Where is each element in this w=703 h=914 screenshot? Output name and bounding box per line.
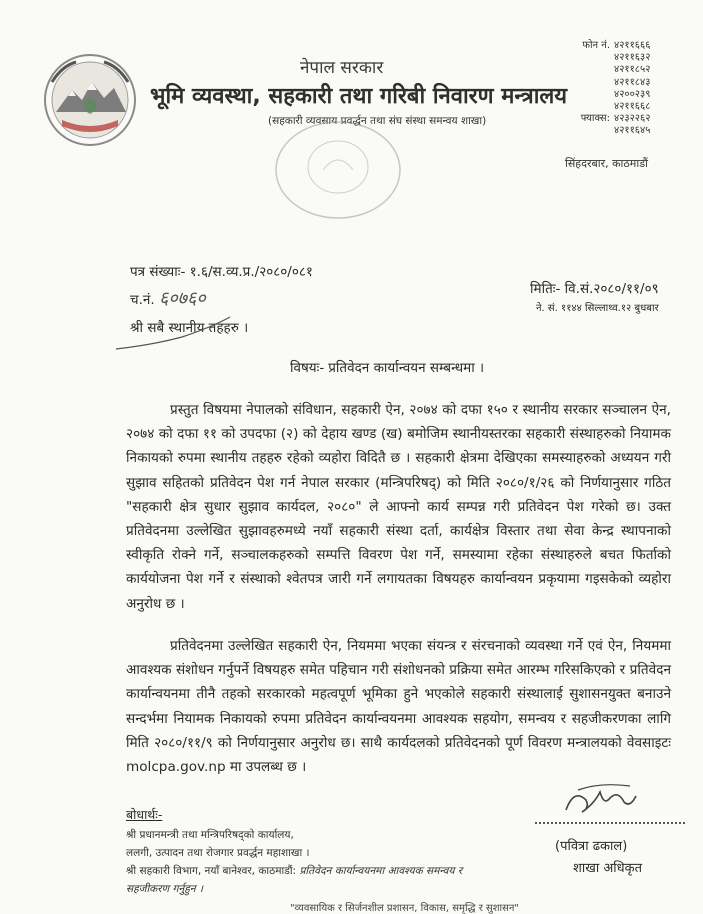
recipient: श्री सबै स्थानीय तहहरु ।: [130, 320, 249, 336]
dispatch-label: च.नं.: [130, 292, 155, 308]
dispatch-number-row: [130, 286, 206, 310]
letter-date: मितिः- वि.सं.२०८०/११/०९: [530, 281, 659, 297]
government-name: नेपाल सरकार: [300, 58, 384, 78]
ministry-name: भूमि व्यवस्था, सहकारी तथा गरिबी निवारण मन्त्रालय: [150, 84, 568, 109]
signature-line: [535, 822, 685, 824]
phone-number: ४२११६६६: [614, 40, 651, 51]
body-paragraph: [126, 398, 671, 616]
signature-icon: [560, 778, 640, 823]
fax-label: फ्याक्स:: [580, 113, 610, 125]
cc-heading: बोधार्थः-: [126, 807, 163, 822]
recipient-mark-icon: [112, 315, 262, 355]
contact-block: [560, 40, 690, 138]
cc-line: सहजीकरण गर्नुहुन ।: [126, 883, 203, 895]
phone-number: ४२११८५२: [614, 64, 651, 76]
subject-line: [290, 358, 484, 376]
fax-number: ४२३२२६२: [614, 113, 651, 125]
paragraph-text: प्रतिवेदनमा उल्लेखित सहकारी ऐन, नियममा भएका संयन्त्र र संरचनाको व्यवस्था गर्ने एवं ऐन, नियममा आवश्यक संशोधन गर्नुपर्ने विषयहरु समेत पहिचान गरी संशोधनको प्रक्रिया समेत आरम्भ गरिसकिएको र प्रतिवेदन कार्यान्वयनमा तीनै तहको सरकारको महत्वपूर्ण भूमिका हुने भएकोले सहकारी संस्थालाई सुशासनयुक्त बनाउने सन्दर्भमा नियामक निकायको रुपमा प्रतिवेदन कार्यान्वयनमा आवश्यक सहयोग, समन्वय र सहजीकरणका लागि मिति २०८०/११/९ को निर्णयानुसार अनुरोध छ। साथै कार्यदलको प्रतिवेदनको पूर्ण विवरण मन्त्रालयको वेवसाइटः molcpa.gov.np मा उपलब्ध छ ।: [126, 638, 671, 776]
cc-line: [126, 864, 462, 878]
fax-number: ४२११६४५: [614, 125, 651, 137]
phone-number: ४२११६६८: [614, 101, 651, 113]
phone-number: ४२००२३९: [614, 88, 651, 100]
cc-task: प्रतिवेदन कार्यान्वयनमा आवश्यक समन्वय र: [299, 865, 463, 877]
footer-slogan: "व्यवसायिक र सिर्जनशील प्रशासन, विकास, समृद्धि र सुशासन": [290, 903, 520, 914]
letter-number: पत्र संख्याः- १.६/स.व्य.प्र./२०८०/०८१: [130, 264, 313, 280]
office-address: सिंहदरबार, काठमाडौं: [565, 157, 648, 170]
body-paragraph: [126, 634, 671, 779]
nepal-emblem-icon: [42, 52, 138, 148]
phone-label: फोन नं.: [582, 40, 610, 51]
cc-line: श्री प्रधानमन्त्री तथा मन्त्रिपरिषद्‌को कार्यालय,: [126, 829, 294, 841]
paragraph-text: प्रस्तुत विषयमा नेपालको संविधान, सहकारी ऐन, २०७४ को दफा १५० र स्थानीय सरकार सञ्चालन ऐन, २०७४ को दफा ११ को उपदफा (२) को देहाय खण्ड (ख) बमोजिम स्थानीयस्तरका सहकारी संस्थाहरुको नियामक निकायको रुपमा स्थानीय तहहरु रहेको व्यहोरा विदितै छ । सहकारी क्षेत्रमा देखिएका समस्याहरुको अध्ययन गरी सुझाव सहितको प्रतिवेदन पेश गर्न नेपाल सरकार (मन्त्रिपरिषद्) को मिति २०८०/१/२६ को निर्णयानुसार गठित "सहकारी क्षेत्र सुधार सुझाव कार्यदल, २०८०" ले आफ्नो कार्य सम्पन्न गरी प्रतिवेदन पेश गरेको छ। उक्त प्रतिवेदनमा उल्लेखित सुझावहरुमध्ये नयाँ सहकारी संस्था दर्ता, कार्यक्षेत्र विस्तार तथा सेवा केन्द्र स्थापनाको स्वीकृति रोक्ने गर्ने, सञ्चालकहरुको सम्पत्ति विवरण पेश गर्ने, समस्यामा रहेका संस्थाहरुले बचत फिर्ताको कार्ययोजना पेश गर्ने र संस्थाको श्वेतपत्र जारी गर्ने लगायतका विषयहरु कार्यान्वयन प्रकृयामा गइसकेको व्यहोरा अनुरोध छ ।: [126, 402, 671, 612]
nepal-sambat-date: ने. सं. ११४४ सिल्लाथ्व.१२ बुधबार: [536, 303, 659, 314]
phone-number: ४२११६३२: [614, 52, 651, 64]
dispatch-number: ६०७६०: [158, 288, 206, 309]
phone-number: ४२११८४३: [614, 76, 651, 88]
cc-line: ललगी, उत्पादन तथा रोजगार प्रवर्द्धन महाशाखा ।: [126, 847, 310, 859]
subject-label: विषयः-: [290, 360, 325, 376]
cc-recipient: श्री सहकारी विभाग, नयाँ बानेश्वर, काठमाडौं:: [126, 865, 297, 877]
subject-text: प्रतिवेदन कार्यान्वयन सम्बन्धमा ।: [328, 360, 485, 376]
signatory-title: शाखा अधिकृत: [573, 861, 643, 876]
signatory-name: (पवित्रा ढकाल): [555, 839, 628, 854]
division-name: (सहकारी व्यवसाय प्रवर्द्धन तथा संघ संस्था समन्वय शाखा): [268, 115, 487, 127]
office-stamp-icon: [268, 115, 408, 225]
